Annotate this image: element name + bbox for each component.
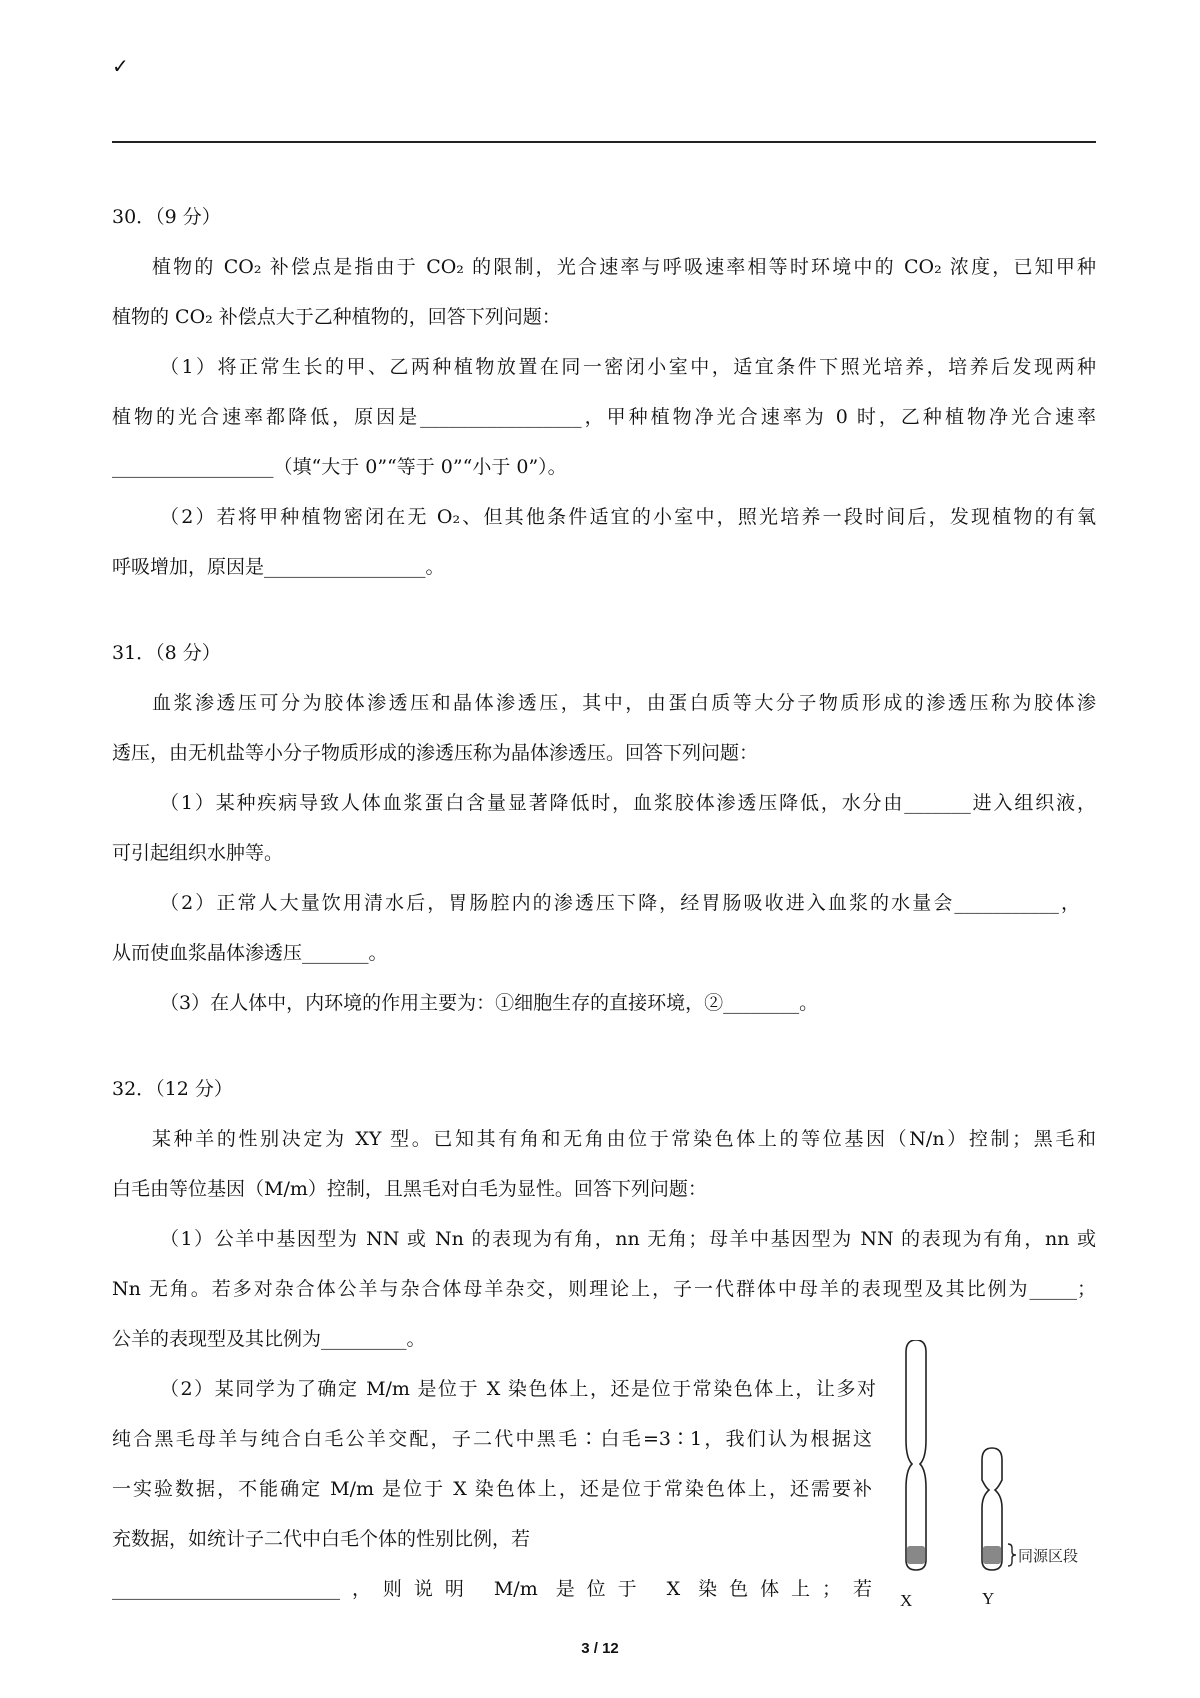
q31-title: 31．（8 分） xyxy=(112,642,221,664)
q30-intro-line1: 植物的 CO₂ 补偿点是指由于 CO₂ 的限制，光合速率与呼吸速率相等时环境中的 CO₂ 浓度，已知甲种 xyxy=(152,256,1096,278)
q31-p1-line2: 可引起组织水肿等。 xyxy=(112,842,284,864)
x-label: X xyxy=(900,1591,913,1610)
q32-p2-line5: ________________________，则说明 M/m 是位于 X 染色体上；若 xyxy=(112,1578,872,1600)
region-brace xyxy=(1008,1544,1016,1566)
q30-p1-line1: （1）将正常生长的甲、乙两种植物放置在同一密闭小室中，适宜条件下照光培养，培养后发现两种 xyxy=(160,356,1096,378)
q31-p2-line1: （2）正常人大量饮用清水后，胃肠腔内的渗透压下降，经胃肠吸收进入血浆的水量会___________， xyxy=(160,892,1080,914)
x-homologous-segment xyxy=(907,1546,925,1564)
q31-intro-line2: 透压，由无机盐等小分子物质形成的渗透压称为晶体渗透压。回答下列问题： xyxy=(112,742,759,764)
q32-title: 32．（12 分） xyxy=(112,1078,233,1100)
q30-p2-line2: 呼吸增加，原因是_________________。 xyxy=(112,556,445,578)
chromosome-figure xyxy=(886,1340,1126,1580)
y-label: Y xyxy=(982,1589,995,1608)
x-chromosome xyxy=(906,1340,926,1570)
y-homologous-segment xyxy=(983,1546,1001,1564)
q32-p2-line4: 充数据，如统计子二代中白毛个体的性别比例，若 xyxy=(112,1528,531,1550)
q31-intro-line1: 血浆渗透压可分为胶体渗透压和晶体渗透压，其中，由蛋白质等大分子物质形成的渗透压称为胶体渗 xyxy=(152,692,1096,714)
q32-intro-line1: 某种羊的性别决定为 XY 型。已知其有角和无角由位于常染色体上的等位基因（N/n）控制；黑毛和 xyxy=(152,1128,1096,1150)
q32-p1-line1: （1）公羊中基因型为 NN 或 Nn 的表现为有角，nn 无角；母羊中基因型为 NN 的表现为有角，nn 或 xyxy=(160,1228,1096,1250)
q32-p2-line1: （2）某同学为了确定 M/m 是位于 X 染色体上，还是位于常染色体上，让多对 xyxy=(160,1378,876,1400)
q30-intro-line2: 植物的 CO₂ 补偿点大于乙种植物的，回答下列问题： xyxy=(112,306,561,328)
q30-p2-line1: （2）若将甲种植物密闭在无 O₂、但其他条件适宜的小室中，照光培养一段时间后，发现植物的有氧 xyxy=(160,506,1096,528)
q32-p1-line2: Nn 无角。若多对杂合体公羊与杂合体母羊杂交，则理论上，子一代群体中母羊的表现型及其比例为_____； xyxy=(112,1278,1096,1300)
q31-p3-line1: （3）在人体中，内环境的作用主要为：①细胞生存的直接环境，②________。 xyxy=(160,992,819,1014)
q32-p1-line3: 公羊的表现型及其比例为_________。 xyxy=(112,1328,426,1350)
q30-p1-line3: _________________（填“大于 0”“等于 0”“小于 0”）。 xyxy=(112,456,567,478)
q31-p1-line1: （1）某种疾病导致人体血浆蛋白含量显著降低时，血浆胶体渗透压降低，水分由_______进入组织液， xyxy=(160,792,1096,814)
region-label: 同源区段 xyxy=(1018,1547,1079,1565)
q30-title: 30．（9 分） xyxy=(112,206,221,228)
q32-p2-line2: 纯合黑毛母羊与纯合白毛公羊交配，子二代中黑毛∶白毛=3∶1，我们认为根据这 xyxy=(112,1428,872,1450)
header-rule xyxy=(112,141,1096,143)
page-number: 3 / 12 xyxy=(581,1640,619,1657)
q30-p1-line2: 植物的光合速率都降低，原因是_________________，甲种植物净光合速率为 0 时，乙种植物净光合速率 xyxy=(112,406,1096,428)
check-mark: ✓ xyxy=(112,54,129,78)
q32-p2-line3: 一实验数据，不能确定 M/m 是位于 X 染色体上，还是位于常染色体上，还需要补 xyxy=(112,1478,872,1500)
q31-p2-line2: 从而使血浆晶体渗透压_______。 xyxy=(112,942,388,964)
q32-intro-line2: 白毛由等位基因（M/m）控制，且黑毛对白毛为显性。回答下列问题： xyxy=(112,1178,707,1200)
